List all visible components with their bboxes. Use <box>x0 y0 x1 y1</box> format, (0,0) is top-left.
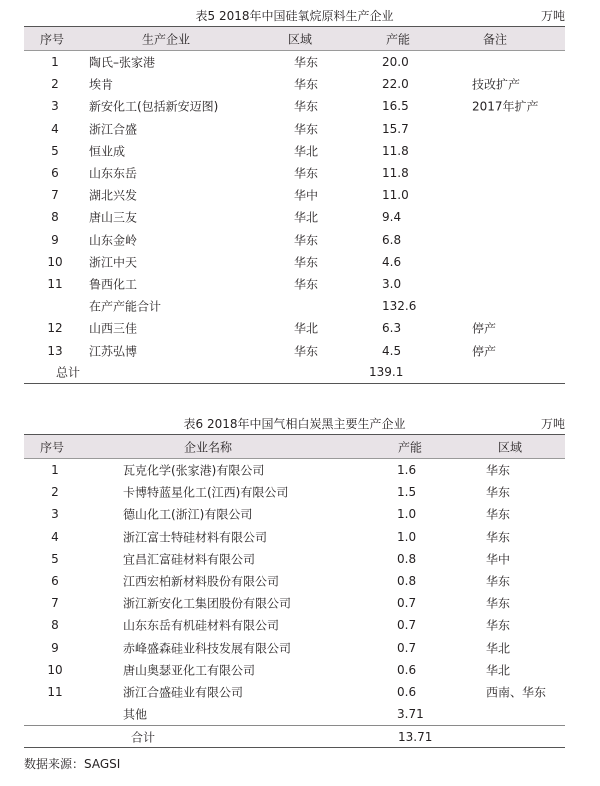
table6-body <box>24 459 565 725</box>
table-row <box>24 140 565 162</box>
table6-total-value: 13.71 <box>398 729 433 744</box>
table6-cell-index: 2 <box>51 485 59 500</box>
table6-total-row <box>24 726 565 747</box>
table5-cell-index: 7 <box>51 188 59 203</box>
table5-cell-region: 华东 <box>294 55 319 70</box>
table-row <box>24 251 565 273</box>
table6-cell-region: 华东 <box>486 463 511 478</box>
table5-cell-region: 华北 <box>294 210 319 225</box>
table6-cell-region: 西南、华东 <box>486 685 547 700</box>
table-row <box>24 659 565 681</box>
table5-cell-capacity: 16.5 <box>382 99 409 114</box>
table6-unit: 万吨 <box>540 417 565 431</box>
table5-cell-company: 山东东岳 <box>89 166 138 181</box>
table5-cell-company: 埃肯 <box>89 77 114 92</box>
table5-cell-capacity: 15.7 <box>382 121 409 136</box>
table6-cell-capacity: 0.6 <box>397 684 417 699</box>
table5-cell-region: 华中 <box>294 188 319 203</box>
table6-cell-company: 唐山奥瑟亚化工有限公司 <box>123 663 256 678</box>
table6-cell-capacity: 1.0 <box>397 507 417 522</box>
table5-bottom-rule <box>24 383 565 384</box>
table5-cell-region: 华东 <box>294 122 319 137</box>
table-row <box>24 526 565 548</box>
table6-cell-region: 华东 <box>486 596 511 611</box>
table5-header-capacity: 产能 <box>386 32 411 46</box>
table6-cell-index: 11 <box>47 684 63 699</box>
table5-cell-capacity: 4.5 <box>382 343 402 358</box>
table-row <box>24 703 565 725</box>
table5-cell-capacity: 4.6 <box>382 254 402 269</box>
table5-cell-index: 8 <box>51 210 59 225</box>
table5-cell-company: 山西三佳 <box>89 321 138 336</box>
table5-cell-company: 陶氏–张家港 <box>89 55 156 70</box>
table6-cell-capacity: 1.5 <box>397 485 417 500</box>
table5-total-row <box>24 362 565 383</box>
table6-total-label: 合计 <box>131 730 156 745</box>
table-row <box>24 459 565 481</box>
table6-cell-index: 5 <box>51 551 59 566</box>
table-row <box>24 206 565 228</box>
table-row <box>24 503 565 525</box>
table5-header-note: 备注 <box>483 32 508 46</box>
table5-header-index: 序号 <box>40 32 65 46</box>
table6-cell-index: 6 <box>51 574 59 589</box>
table5-cell-company: 江苏弘博 <box>89 344 138 359</box>
table5-cell-company: 鲁西化工 <box>89 277 138 292</box>
table-row <box>24 51 565 73</box>
table6-header-index: 序号 <box>40 440 65 454</box>
table6-cell-capacity: 3.71 <box>397 707 424 722</box>
table-row <box>24 118 565 140</box>
table-row <box>24 592 565 614</box>
table5-cell-region: 华北 <box>294 144 319 159</box>
table5-cell-capacity: 132.6 <box>382 299 417 314</box>
data-source-note: 数据来源：SAGSI <box>24 757 121 771</box>
table5-cell-region: 华东 <box>294 255 319 270</box>
table5-cell-note: 停产 <box>472 321 497 336</box>
table5-cell-index: 12 <box>47 321 63 336</box>
table5-header-region: 区域 <box>288 32 313 46</box>
table5-cell-capacity: 20.0 <box>382 55 409 70</box>
table5-cell-capacity: 3.0 <box>382 276 402 291</box>
table5-cell-company: 湖北兴发 <box>89 188 138 203</box>
table6-cell-company: 浙江合盛硅业有限公司 <box>123 685 244 700</box>
table5-cell-region: 华东 <box>294 277 319 292</box>
table5-cell-note: 2017年扩产 <box>472 99 539 114</box>
table-row <box>24 637 565 659</box>
table6-cell-capacity: 0.8 <box>397 574 417 589</box>
table5-cell-region: 华北 <box>294 321 319 336</box>
table6-cell-region: 华东 <box>486 485 511 500</box>
table6-cell-company: 宜昌汇富硅材料有限公司 <box>123 552 256 567</box>
table6-cell-index: 1 <box>51 463 59 478</box>
table5-cell-capacity: 11.0 <box>382 188 409 203</box>
table-row <box>24 229 565 251</box>
table6-cell-company: 山东东岳有机硅材料有限公司 <box>123 618 280 633</box>
table-row <box>24 339 565 361</box>
table6-cell-region: 华东 <box>486 618 511 633</box>
table6-cell-region: 华北 <box>486 663 511 678</box>
table5-cell-region: 华东 <box>294 99 319 114</box>
table6-header-capacity: 产能 <box>398 440 423 454</box>
table5-cell-company: 唐山三友 <box>89 210 138 225</box>
table6-cell-index: 10 <box>47 662 63 677</box>
table5-cell-capacity: 11.8 <box>382 143 409 158</box>
table6-caption: 表6 2018年中国气相白炭黑主要生产企业 <box>183 417 406 431</box>
table5-cell-index: 1 <box>51 55 59 70</box>
table5-caption: 表5 2018年中国硅氧烷原料生产企业 <box>195 9 394 23</box>
table5-total-value: 139.1 <box>369 365 404 380</box>
table5-total-label: 总计 <box>56 365 81 380</box>
table6-cell-capacity: 0.6 <box>397 662 417 677</box>
table-row <box>24 317 565 339</box>
table-row <box>24 614 565 636</box>
table5-cell-capacity: 22.0 <box>382 77 409 92</box>
table5-cell-capacity: 6.3 <box>382 321 402 336</box>
table6-cell-company: 德山化工(浙江)有限公司 <box>123 507 253 522</box>
table6-cell-capacity: 1.0 <box>397 529 417 544</box>
table6-cell-index: 4 <box>51 529 59 544</box>
table6-header-region: 区域 <box>498 440 523 454</box>
table6-cell-company: 其他 <box>123 707 148 722</box>
table5-cell-company: 新安化工(包括新安迈图) <box>89 99 219 114</box>
table6-cell-company: 卡博特蓝星化工(江西)有限公司 <box>123 485 289 500</box>
table5-cell-company: 恒业成 <box>89 144 126 159</box>
table6-cell-company: 浙江富士特硅材料有限公司 <box>123 530 268 545</box>
table5-cell-capacity: 9.4 <box>382 210 402 225</box>
table5-cell-index: 4 <box>51 121 59 136</box>
table5-body <box>24 51 565 362</box>
table5-cell-index: 6 <box>51 166 59 181</box>
table5-cell-region: 华东 <box>294 166 319 181</box>
table5-cell-index: 5 <box>51 143 59 158</box>
table6-header <box>24 435 565 459</box>
table5-cell-region: 华东 <box>294 77 319 92</box>
table-row <box>24 95 565 117</box>
table-row <box>24 681 565 703</box>
table6-cell-index: 8 <box>51 618 59 633</box>
table6-cell-company: 江西宏柏新材料股份有限公司 <box>123 574 280 589</box>
table5-cell-region: 华东 <box>294 233 319 248</box>
table6-bottom-rule <box>24 747 565 748</box>
table6-cell-capacity: 0.7 <box>397 618 417 633</box>
table-row <box>24 295 565 317</box>
table5 <box>24 4 565 384</box>
table6-cell-capacity: 1.6 <box>397 463 417 478</box>
table5-unit: 万吨 <box>540 9 565 23</box>
table5-header <box>24 27 565 51</box>
table5-cell-note: 停产 <box>472 344 497 359</box>
table6-cell-capacity: 0.7 <box>397 640 417 655</box>
table5-cell-index: 13 <box>47 343 63 358</box>
table6-cell-company: 瓦克化学(张家港)有限公司 <box>123 463 265 478</box>
table6-cell-index: 9 <box>51 640 59 655</box>
table6-caption-row <box>24 412 565 434</box>
table6-cell-index: 3 <box>51 507 59 522</box>
table5-cell-capacity: 6.8 <box>382 232 402 247</box>
table6 <box>24 412 565 748</box>
table6-cell-company: 浙江新安化工集团股份有限公司 <box>123 596 292 611</box>
table6-cell-company: 赤峰盛森硅业科技发展有限公司 <box>123 641 292 656</box>
table5-caption-row <box>24 4 565 26</box>
table-row <box>24 162 565 184</box>
table5-cell-index: 9 <box>51 232 59 247</box>
table6-cell-index: 7 <box>51 596 59 611</box>
table6-cell-region: 华东 <box>486 530 511 545</box>
table-row <box>24 570 565 592</box>
table6-cell-region: 华东 <box>486 574 511 589</box>
table6-header-company: 企业名称 <box>184 440 233 454</box>
table5-cell-index: 11 <box>47 276 63 291</box>
table5-cell-index: 3 <box>51 99 59 114</box>
table5-cell-company: 浙江中天 <box>89 255 138 270</box>
table5-cell-company: 山东金岭 <box>89 233 138 248</box>
table5-cell-capacity: 11.8 <box>382 166 409 181</box>
table-row <box>24 481 565 503</box>
table5-cell-company: 浙江合盛 <box>89 122 138 137</box>
table6-cell-region: 华东 <box>486 507 511 522</box>
table5-cell-company: 在产产能合计 <box>89 299 162 314</box>
table5-cell-index: 2 <box>51 77 59 92</box>
table5-cell-region: 华东 <box>294 344 319 359</box>
table-row <box>24 73 565 95</box>
table5-cell-note: 技改扩产 <box>472 77 521 92</box>
table5-cell-index: 10 <box>47 254 63 269</box>
table-row <box>24 184 565 206</box>
table6-cell-capacity: 0.7 <box>397 596 417 611</box>
table-row <box>24 548 565 570</box>
table6-cell-region: 华北 <box>486 641 511 656</box>
table6-cell-capacity: 0.8 <box>397 551 417 566</box>
table-row <box>24 273 565 295</box>
table5-header-company: 生产企业 <box>142 32 191 46</box>
table6-cell-region: 华中 <box>486 552 511 567</box>
